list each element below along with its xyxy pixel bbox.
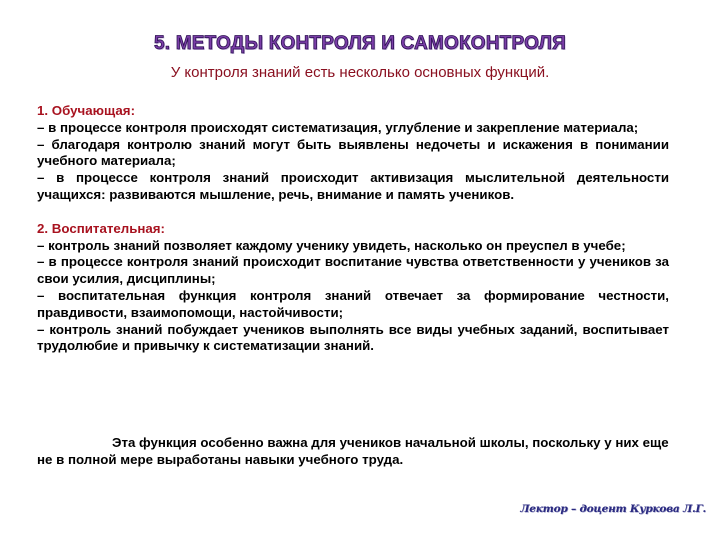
list-item: – в процессе контроля знаний происходит активизация мыслительной деятельности учащихся: развиваются мышление, речь, внимание и память учеников. [37,170,669,202]
slide-subtitle: У контроля знаний есть несколько основных функций. [170,64,550,81]
list-item: – в процессе контроля происходят систематизация, углубление и закрепление материала; [37,119,639,135]
lecturer-signature: Лектор – доцент Куркова Л.Г. [520,503,706,515]
closing-paragraph: Эта функция особенно важна для учеников начальной школы, поскольку у них еще не в полной мере выработаны навыки учебного труда. [37,435,669,467]
list-item: – контроль знаний побуждает учеников выполнять все виды учебных заданий, воспитывает трудолюбие и привычку к систематизации знаний. [37,321,669,354]
section-heading-educational: 2. Воспитательная: [37,220,165,236]
list-item: – благодаря контролю знаний могут быть выявлены недочеты и искажения в понимании учебного материала; [37,136,669,169]
list-item: – воспитательная функция контроля знаний отвечает за формирование честности, правдивости, взаимопомощи, настойчивости; [37,287,669,320]
slide-title: 5. МЕТОДЫ КОНТРОЛЯ И САМОКОНТРОЛЯ [154,33,566,54]
section-spacer [37,204,669,221]
section-heading-teaching: 1. Обучающая: [37,103,135,118]
list-item: – контроль знаний позволяет каждому ученику увидеть, насколько он преуспел в учебе; [37,237,626,253]
list-item: – в процессе контроля знаний происходит воспитание чувства ответственности у учеников за свои усилия, дисциплины; [37,254,669,287]
slide-body [37,103,669,355]
